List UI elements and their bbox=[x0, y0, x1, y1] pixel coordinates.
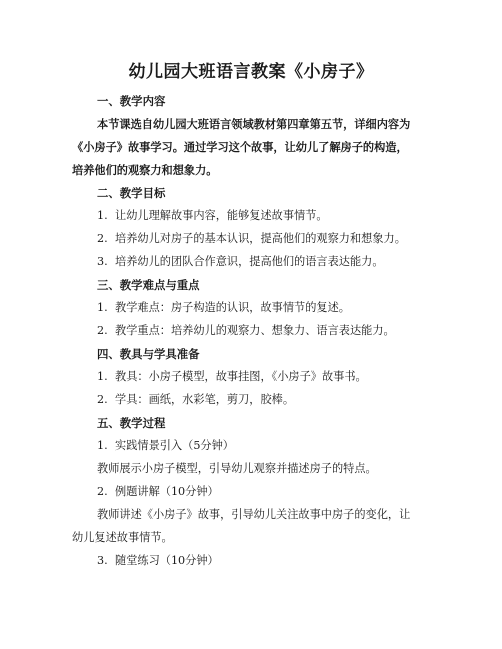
material-item-1-number: 1. bbox=[97, 370, 108, 383]
material-item-2-number: 2. bbox=[97, 393, 108, 406]
process-step-1 bbox=[97, 438, 234, 454]
process-step-3-number: 3. bbox=[97, 554, 108, 567]
process-step-1-number: 1. bbox=[97, 439, 108, 452]
content-paragraph-line-1: 本节课选自幼儿园大班语言领域教材第四章第五节，详细内容为 bbox=[97, 118, 411, 131]
difficulty-item-1-number: 1. bbox=[97, 301, 108, 314]
difficulty-item-2-text: 教学重点：培养幼儿的观察力、想象力、语言表达能力。 bbox=[115, 324, 395, 337]
process-step-3-title: 随堂练习（10分钟） bbox=[115, 554, 219, 567]
difficulty-item-1 bbox=[97, 300, 350, 316]
document-title: 幼儿园大班语言教案《小房子》 bbox=[128, 62, 374, 82]
material-item-2-text: 学具：画纸，水彩笔，剪刀，胶棒。 bbox=[115, 393, 295, 406]
process-step-2-number: 2. bbox=[97, 485, 108, 498]
process-step-1-description: 教师展示小房子模型，引导幼儿观察并描述房子的特点。 bbox=[97, 462, 377, 475]
content-paragraph-line-3: 培养他们的观察力和想象力。 bbox=[72, 164, 218, 177]
process-step-2 bbox=[97, 484, 219, 500]
goal-item-2 bbox=[97, 231, 406, 247]
goal-item-3-number: 3. bbox=[97, 255, 108, 268]
process-step-2-description-line-1: 教师讲述《小房子》故事，引导幼儿关注故事中房子的变化，让 bbox=[97, 508, 411, 521]
section-heading-content: 一、教学内容 bbox=[97, 94, 166, 108]
section-heading-process: 五、教学过程 bbox=[97, 416, 166, 430]
section-heading-goals: 二、教学目标 bbox=[97, 186, 166, 200]
goal-item-1-number: 1. bbox=[97, 209, 108, 222]
material-item-1-text: 教具：小房子模型，故事挂图，《小房子》故事书。 bbox=[115, 370, 367, 383]
difficulty-item-2-number: 2. bbox=[97, 324, 108, 337]
goal-item-3 bbox=[97, 254, 384, 270]
difficulty-item-2 bbox=[97, 323, 395, 339]
process-step-2-title: 例题讲解（10分钟） bbox=[115, 485, 219, 498]
process-step-1-title: 实践情景引入（5分钟） bbox=[115, 439, 234, 452]
goal-item-1 bbox=[97, 208, 328, 224]
section-heading-materials: 四、教具与学具准备 bbox=[97, 347, 200, 361]
material-item-1 bbox=[97, 369, 367, 385]
process-step-3 bbox=[97, 553, 219, 569]
goal-item-3-text: 培养幼儿的团队合作意识，提高他们的语言表达能力。 bbox=[115, 255, 384, 268]
difficulty-item-1-text: 教学难点：房子构造的认识，故事情节的复述。 bbox=[115, 301, 350, 314]
content-paragraph-line-2: 《小房子》故事学习。通过学习这个故事，让幼儿了解房子的构造， bbox=[72, 141, 408, 154]
goal-item-2-number: 2. bbox=[97, 232, 108, 245]
goal-item-1-text: 让幼儿理解故事内容，能够复述故事情节。 bbox=[115, 209, 328, 222]
material-item-2 bbox=[97, 392, 294, 408]
section-heading-difficulties: 三、教学难点与重点 bbox=[97, 278, 200, 292]
process-step-2-description-line-2: 幼儿复述故事情节。 bbox=[72, 531, 173, 544]
goal-item-2-text: 培养幼儿对房子的基本认识，提高他们的观察力和想象力。 bbox=[115, 232, 406, 245]
